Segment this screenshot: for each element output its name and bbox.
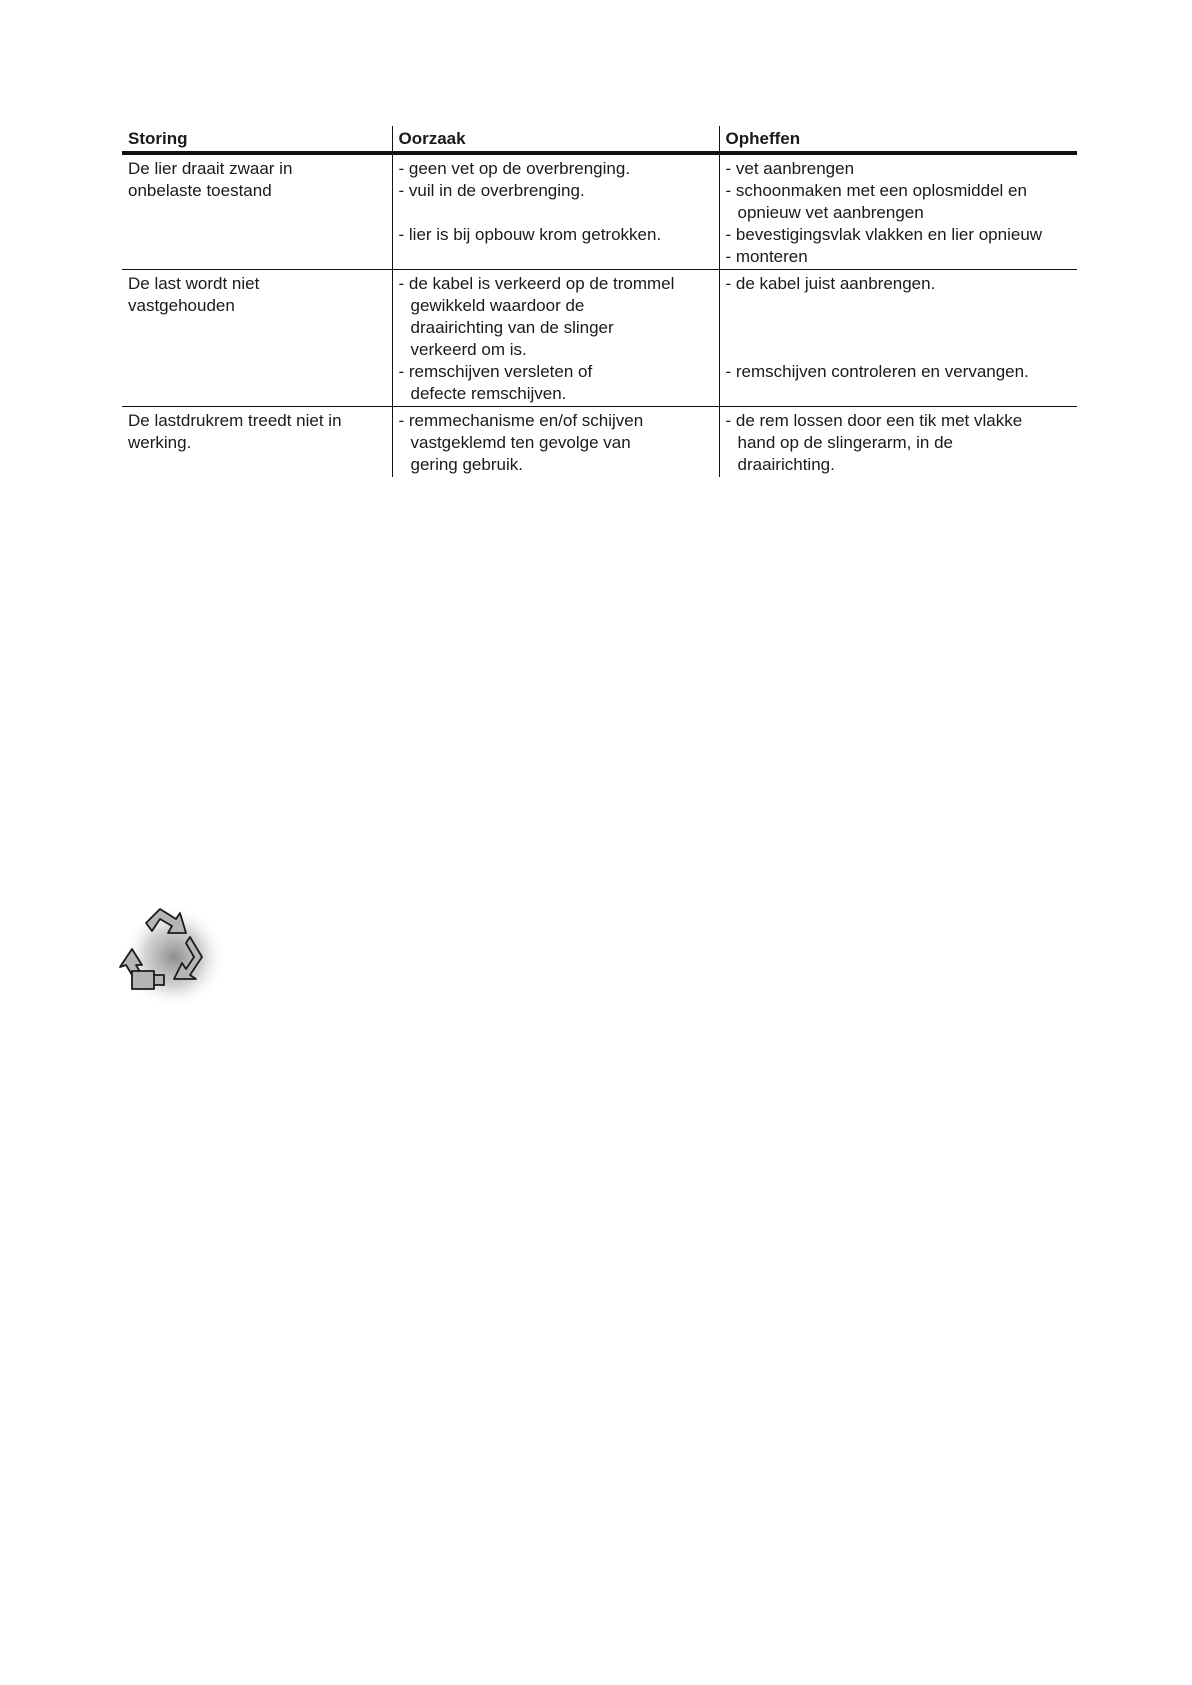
spacer-line bbox=[726, 317, 1072, 339]
text-line: vastgeklemd ten gevolge van bbox=[410, 433, 631, 452]
header-oorzaak: Oorzaak bbox=[392, 126, 719, 153]
text-line: - lier is bij opbouw krom getrokken. bbox=[398, 225, 662, 244]
recycle-icon bbox=[108, 893, 226, 1011]
spacer-line bbox=[726, 339, 1072, 361]
text-line: werking. bbox=[128, 433, 192, 452]
text-line: gering gebruik. bbox=[410, 455, 523, 474]
text-line: defecte remschijven. bbox=[410, 384, 567, 403]
cell-oorzaak bbox=[392, 407, 719, 478]
text-line: De lier draait zwaar in bbox=[128, 159, 293, 178]
text-line: onbelaste toestand bbox=[128, 181, 272, 200]
text-line: draairichting van de slinger bbox=[410, 318, 614, 337]
text-line: vastgehouden bbox=[128, 296, 235, 315]
cell-opheffen bbox=[719, 153, 1077, 270]
text-line: - remmechanisme en/of schijven bbox=[398, 411, 644, 430]
text-line: - geen vet op de overbrenging. bbox=[398, 159, 631, 178]
spacer-line bbox=[726, 383, 1072, 405]
cell-opheffen bbox=[719, 270, 1077, 407]
spacer-line bbox=[726, 295, 1072, 317]
table-row bbox=[122, 270, 1077, 407]
text-line: - schoonmaken met een oplosmiddel en bbox=[725, 181, 1027, 200]
text-line: gewikkeld waardoor de bbox=[410, 296, 585, 315]
cell-oorzaak bbox=[392, 153, 719, 270]
text-line: De last wordt niet bbox=[128, 274, 260, 293]
text-line: De lastdrukrem treedt niet in bbox=[128, 411, 342, 430]
text-line: draairichting. bbox=[737, 455, 835, 474]
text-line: - monteren bbox=[725, 247, 808, 266]
spacer-line bbox=[399, 202, 713, 224]
text-line: opnieuw vet aanbrengen bbox=[737, 203, 924, 222]
cell-storing bbox=[122, 270, 392, 407]
table-header-row bbox=[122, 126, 1077, 153]
table-row bbox=[122, 407, 1077, 478]
cell-opheffen bbox=[719, 407, 1077, 478]
spacer-line bbox=[399, 246, 713, 268]
header-storing: Storing bbox=[122, 126, 392, 153]
troubleshooting-table bbox=[122, 126, 1077, 477]
cell-oorzaak bbox=[392, 270, 719, 407]
text-line: - bevestigingsvlak vlakken en lier opnieuw bbox=[725, 225, 1043, 244]
cell-storing bbox=[122, 153, 392, 270]
text-line: - vet aanbrengen bbox=[725, 159, 855, 178]
text-line: verkeerd om is. bbox=[410, 340, 527, 359]
table-row bbox=[122, 153, 1077, 270]
text-line: - de kabel juist aanbrengen. bbox=[725, 274, 936, 293]
text-line: - remschijven versleten of bbox=[398, 362, 593, 381]
text-line: hand op de slingerarm, in de bbox=[737, 433, 953, 452]
recycle-arrow-block bbox=[132, 971, 154, 989]
text-line: - remschijven controleren en vervangen. bbox=[725, 362, 1029, 381]
text-line: - vuil in de overbrenging. bbox=[398, 181, 585, 200]
text-line: - de kabel is verkeerd op de trommel bbox=[398, 274, 675, 293]
cell-storing bbox=[122, 407, 392, 478]
text-line: - de rem lossen door een tik met vlakke bbox=[725, 411, 1023, 430]
header-opheffen: Opheffen bbox=[719, 126, 1077, 153]
